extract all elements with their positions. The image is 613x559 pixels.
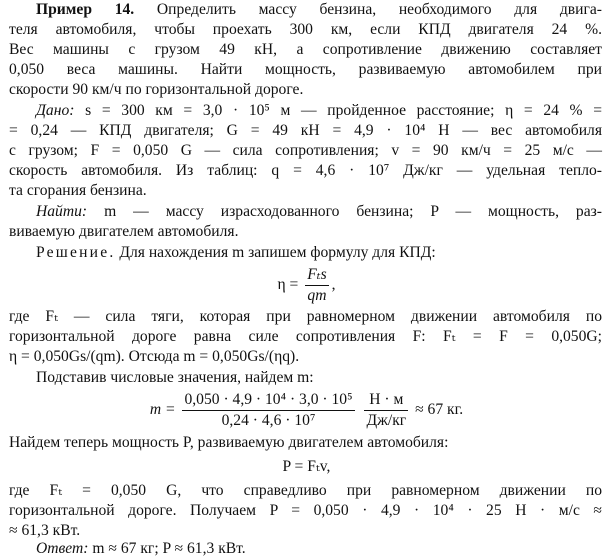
solution-intro: Для нахождения m запишем формулу для КПД: <box>119 244 436 261</box>
solution-label: Решение. <box>36 244 116 261</box>
solution-intro-line <box>36 243 602 263</box>
eq2-result: ≈ 67 кг. <box>415 401 464 418</box>
p2-line: Подставив числовые значения, найдем m: <box>36 369 314 386</box>
p4-line-1: где Fₜ = 0,050 G, что справедливо при равномерном движении по <box>9 482 602 499</box>
eq2-numerator: 0,050 · 4,9 · 10⁴ · 3,0 · 10⁵ <box>184 390 353 408</box>
equation-power: P = Fₜv, <box>282 458 331 475</box>
given-line-1 <box>36 101 602 121</box>
eq2-fraction <box>182 391 354 430</box>
eq2-lhs: m = <box>149 401 176 418</box>
answer-label: Ответ: <box>36 540 89 557</box>
eq1-tail: , <box>331 276 336 293</box>
given-line-3: с грузом; F = 0,050 G — сила сопротивления; v = 90 км/ч = 25 м/с — <box>9 142 602 159</box>
eq2-unit-numerator: Н · м <box>369 390 404 408</box>
problem-text-1: Определить массу бензина, необходимого для двига- <box>156 1 602 18</box>
problem-line-1 <box>36 0 602 20</box>
eq1-fraction <box>305 266 328 305</box>
p1-line-2: горизонтальной дороге равна силе сопротивления F: Fₜ = F = 0,050G; <box>9 328 602 345</box>
find-line-1 <box>36 202 602 222</box>
problem-line-4: 0,050 веса машины. Найти мощность, развиваемую автомобилем при <box>9 61 602 78</box>
given-label: Дано: <box>36 102 75 119</box>
equation-mass <box>0 388 613 432</box>
eq1-numerator: Fₜs <box>307 265 327 283</box>
eq1-denominator: qm <box>305 285 328 305</box>
eq2-unit-fraction <box>364 391 408 430</box>
given-line-4: скорость автомобиля. Из таблиц: q = 4,6 · 10⁷ Дж/кг — удельная тепло- <box>9 162 602 179</box>
equation-efficiency <box>0 265 613 305</box>
find-line-2: виваемую двигателем автомобиля. <box>9 223 239 240</box>
p1-line-1: где Fₜ — сила тяги, которая при равномерном движении автомобиля по <box>9 308 602 325</box>
problem-line-3: Вес машины с грузом 49 кН, а сопротивление движению составляет <box>9 41 602 58</box>
eq2-denominator: 0,24 · 4,6 · 10⁷ <box>182 410 354 430</box>
p1-line-3: η = 0,050Gs/(qm). Отсюда m = 0,050Gs/(ηq). <box>9 348 300 365</box>
given-line-2: = 0,24 — КПД двигателя; G = 49 кН = 4,9 · 10⁴ Н — вес автомобиля <box>9 122 602 139</box>
answer-line <box>36 539 602 559</box>
given-text-1: s = 300 км = 3,0 · 10⁵ м — пройденное расстояние; η = 24 % = <box>85 102 602 119</box>
find-label: Найти: <box>36 203 88 220</box>
problem-line-5: скорости 90 км/ч по горизонтальной дороге. <box>9 81 304 98</box>
given-line-5: та сгорания бензина. <box>9 182 147 199</box>
p3-line: Найдем теперь мощность P, развиваемую двигателем автомобиля: <box>9 434 449 451</box>
problem-label: Пример 14. <box>36 1 135 18</box>
p4-line-3: ≈ 61,3 кВт. <box>9 522 81 539</box>
p4-line-2: горизонтальной дороге. Получаем P = 0,050 · 4,9 · 10⁴ · 25 Н · м/с ≈ <box>9 502 602 519</box>
eq2-unit-denominator: Дж/кг <box>366 411 407 429</box>
find-text-1: m — массу израсходованного бензина; P — мощность, раз- <box>104 203 602 220</box>
problem-line-2: теля автомобиля, чтобы проехать 300 км, если КПД двигателя 24 %. <box>9 21 602 38</box>
eq1-lhs: η = <box>277 276 299 293</box>
answer-text: m ≈ 67 кг; P ≈ 61,3 кВт. <box>92 540 246 557</box>
